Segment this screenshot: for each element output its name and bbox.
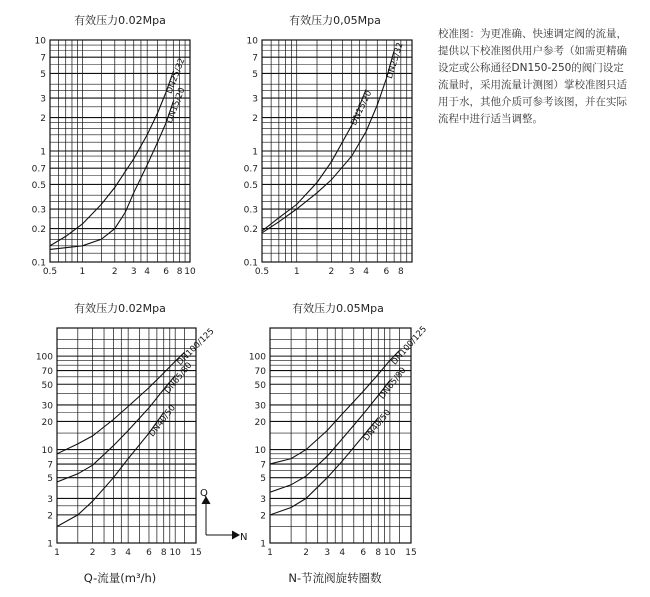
y-tick-label: 100 — [35, 352, 53, 363]
x-tick-label: 8 — [176, 267, 183, 277]
y-tick-label: 3 — [260, 494, 266, 505]
y-tick-label: 20 — [254, 417, 266, 428]
chart-title: 有效压力0.05Mpa — [292, 302, 384, 315]
y-tick-label: 3 — [47, 494, 53, 505]
x-tick-label: 2 — [328, 267, 335, 277]
q-axis-letter: Q — [200, 488, 208, 499]
y-tick-label: 3 — [40, 94, 46, 105]
series-label: DN15/20 — [164, 86, 188, 125]
x-tick-label: 4 — [144, 267, 151, 277]
y-tick-label: 20 — [41, 417, 53, 428]
y-tick-label: 0.1 — [243, 258, 258, 269]
series-label: DN15/20 — [349, 89, 375, 128]
chart-title: 有效压力0.02Mpa — [74, 14, 166, 27]
series-label: DN65/80 — [162, 360, 195, 396]
x-tick-label: 6 — [163, 267, 169, 277]
x-axis-label: Q-流量(m³/h) — [83, 571, 157, 585]
x-tick-label: 10 — [169, 548, 181, 558]
x-tick-label: 2 — [111, 267, 118, 277]
y-tick-label: 100 — [248, 352, 266, 363]
y-tick-label: 3 — [252, 94, 258, 105]
x-tick-label: 6 — [383, 267, 390, 277]
series-line-dn40-50 — [57, 412, 164, 526]
x-tick-label: 4 — [363, 267, 369, 277]
y-tick-label: 50 — [254, 380, 266, 391]
n-axis-letter: N — [240, 532, 248, 543]
n-arrowhead — [232, 531, 239, 539]
x-tick-label: 3 — [348, 267, 355, 277]
y-tick-label: 0.2 — [31, 225, 46, 236]
y-tick-label: 30 — [254, 401, 266, 412]
x-tick-label: 0.5 — [42, 267, 58, 277]
y-tick-label: 30 — [41, 401, 53, 412]
series-label: DN100/125 — [175, 326, 217, 368]
x-tick-label: 1 — [267, 548, 273, 558]
x-tick-label: 3 — [130, 267, 137, 277]
y-tick-label: 0.3 — [243, 205, 258, 216]
chart-3 — [36, 301, 217, 558]
y-tick-label: 5 — [40, 69, 46, 80]
series-label: DN25/32 — [164, 56, 188, 96]
y-tick-label: 10 — [246, 36, 258, 47]
x-tick-label: 6 — [360, 548, 367, 558]
series-label: DN40/50 — [361, 407, 394, 444]
axis-direction-legend — [202, 497, 239, 539]
y-tick-label: 50 — [41, 380, 53, 391]
x-tick-label: 3 — [324, 548, 331, 558]
x-tick-label: 1 — [54, 548, 60, 558]
x-tick-label: 8 — [397, 267, 404, 277]
chart-4 — [249, 301, 429, 558]
y-tick-label: 0.5 — [31, 180, 46, 191]
y-axis-label: N-节流阀旋转圈数 — [288, 571, 382, 585]
x-tick-label: 2 — [89, 548, 96, 558]
y-tick-label: 10 — [41, 446, 53, 457]
x-tick-label: 4 — [125, 548, 132, 558]
y-tick-label: 5 — [260, 474, 266, 485]
chart-title: 有效压力0.02Mpa — [74, 302, 166, 315]
y-tick-label: 7 — [40, 53, 46, 64]
y-tick-label: 1 — [40, 147, 46, 158]
x-tick-label: 15 — [405, 548, 417, 558]
y-tick-label: 0.7 — [243, 164, 258, 175]
grid — [50, 40, 190, 262]
y-tick-label: 1 — [260, 539, 266, 550]
chart-title: 有效压力0,05Mpa — [289, 14, 381, 27]
y-tick-label: 2 — [252, 114, 258, 125]
chart-1 — [32, 13, 196, 277]
series-label: DN65/80 — [377, 365, 409, 402]
x-tick-label: 2 — [303, 548, 309, 558]
y-tick-label: 1 — [47, 539, 53, 550]
y-tick-label: 7 — [260, 460, 266, 471]
series-label: DN25/32 — [384, 41, 406, 81]
chart-2 — [244, 13, 412, 277]
y-tick-label: 0.3 — [31, 205, 46, 216]
y-tick-label: 1 — [252, 147, 258, 158]
series-line-dn15-20 — [262, 89, 366, 231]
x-tick-label: 1 — [79, 267, 86, 277]
x-tick-label: 0.5 — [254, 267, 270, 277]
y-tick-label: 5 — [47, 474, 53, 485]
y-tick-label: 2 — [260, 511, 266, 522]
x-tick-label: 15 — [190, 548, 202, 558]
x-tick-label: 6 — [146, 548, 152, 558]
series-label: DN100/125 — [389, 324, 430, 368]
x-tick-label: 4 — [339, 548, 346, 558]
y-tick-label: 0.5 — [243, 180, 258, 191]
x-tick-label: 1 — [293, 267, 300, 277]
y-tick-label: 0.7 — [31, 164, 46, 175]
y-tick-label: 10 — [254, 446, 266, 457]
x-tick-label: 8 — [160, 548, 167, 558]
y-tick-label: 2 — [47, 511, 53, 522]
y-tick-label: 5 — [252, 69, 258, 80]
y-tick-label: 0.2 — [243, 225, 258, 236]
x-tick-label: 10 — [384, 548, 396, 558]
y-tick-label: 7 — [252, 53, 258, 64]
x-tick-label: 8 — [375, 548, 382, 558]
x-tick-label: 3 — [110, 548, 117, 558]
y-tick-label: 7 — [47, 460, 53, 471]
y-tick-label: 70 — [41, 367, 53, 378]
y-tick-label: 10 — [34, 36, 46, 47]
calibration-description: 校准图：为更准确、快速调定阀的流量，提供以下校准图供用户参考（如需更精确设定或公称通径DN150-250的阀门设定流量时，采用流量计测图）掌校准图只适用于水，其他介质可参考该图，并在实际流程中进行适当调整。 — [438, 28, 627, 125]
y-tick-label: 0.1 — [31, 258, 46, 269]
y-tick-label: 70 — [254, 367, 266, 378]
y-tick-label: 2 — [40, 114, 46, 125]
series-label: DN40/50 — [147, 403, 178, 440]
series-line-dn40-50 — [270, 418, 378, 515]
x-tick-label: 10 — [184, 267, 196, 277]
